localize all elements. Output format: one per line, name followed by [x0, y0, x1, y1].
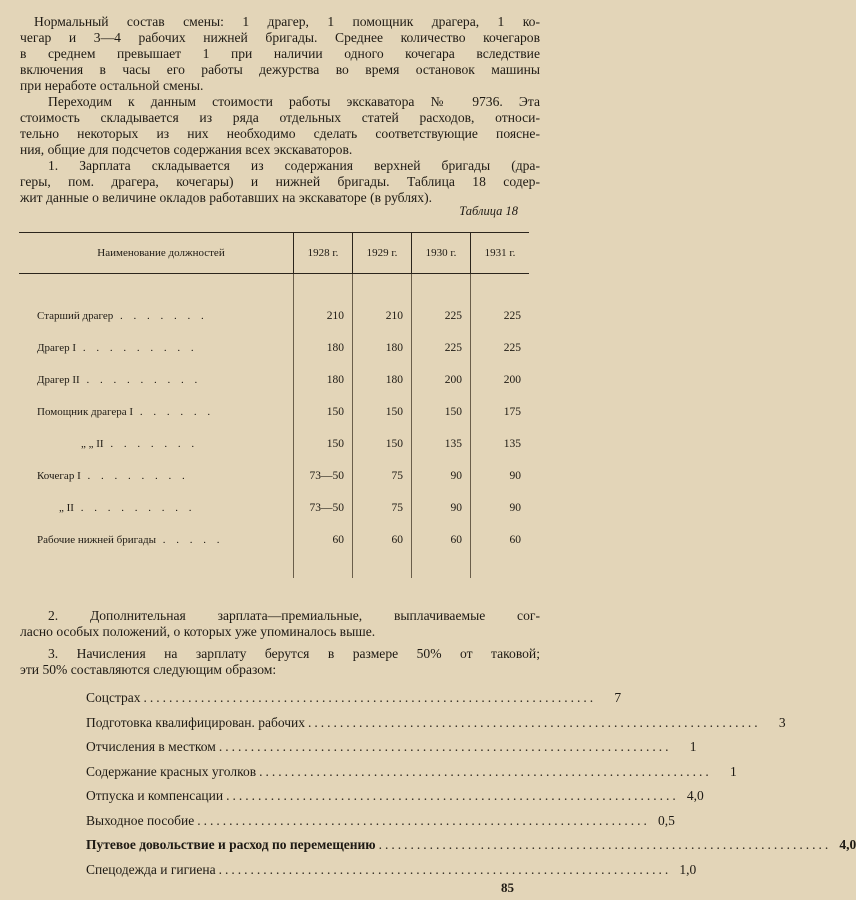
paragraph-accruals	[20, 646, 540, 678]
page-number: 85	[501, 880, 514, 895]
table-cell: 60	[412, 524, 471, 556]
table-header-row	[19, 233, 529, 274]
table-row	[19, 364, 529, 396]
table-cell: 73—50	[294, 460, 353, 492]
column-header-year: 1931 г.	[471, 233, 530, 274]
table-cell: 90	[412, 492, 471, 524]
row-label: Помощник драгера I . . . . . .	[37, 406, 215, 418]
list-item-name: Отчисления в местком	[86, 739, 216, 755]
list-item	[86, 833, 856, 858]
table-row	[19, 524, 529, 556]
column-header-year: 1929 г.	[353, 233, 412, 274]
text-line: включения в часы его работы дежурства во время остановок машины	[20, 62, 540, 77]
row-label: Рабочие нижней бригады . . . . .	[37, 534, 224, 546]
table-row	[19, 460, 529, 492]
table-cell: 180	[353, 364, 412, 396]
list-item	[86, 784, 704, 809]
column-header-year: 1930 г.	[412, 233, 471, 274]
table-spacer-row	[19, 274, 529, 301]
table-caption: Таблица 18	[459, 204, 518, 218]
list-item-value: 1	[689, 739, 697, 755]
list-item-name: Отпуска и компенсации	[86, 788, 224, 804]
table-cell: 150	[294, 428, 353, 460]
text-line: 2. Дополнительная зарплата—премиальные, выплачиваемые сог-	[48, 608, 540, 623]
list-item-value: 1	[729, 763, 737, 779]
text-line: геры, пом. драгера, кочегары) и нижней бригады. Таблица 18 содер-	[20, 174, 540, 189]
paragraph-cost-data	[20, 94, 540, 158]
table-cell: 225	[412, 332, 471, 364]
paragraph-shift-composition	[20, 14, 540, 94]
table-cell: 150	[294, 396, 353, 428]
list-item	[86, 760, 737, 785]
text-line: эти 50% составляются следующим образом:	[20, 662, 277, 677]
table-cell: 210	[353, 300, 412, 332]
list-item-value: 4,0	[839, 837, 856, 853]
row-label: Кочегар I . . . . . . . .	[37, 470, 189, 482]
row-label: Драгер II . . . . . . . . .	[37, 374, 202, 386]
row-label: Старший драгер . . . . . . .	[37, 310, 208, 322]
text-line: 3. Начисления на зарплату берутся в размере 50% от таковой;	[48, 646, 540, 661]
dot-leader: .......................................................................	[259, 763, 712, 779]
dot-leader: .......................................................................	[218, 861, 672, 877]
list-item	[86, 858, 697, 883]
table-cell: 180	[294, 364, 353, 396]
table-cell: 150	[353, 396, 412, 428]
list-item-name: Спецодежда и гигиена	[86, 861, 216, 877]
table-cell: 60	[353, 524, 412, 556]
table-cell: 60	[471, 524, 530, 556]
table-cell: 150	[412, 396, 471, 428]
table-row	[19, 428, 529, 460]
table-cell: 225	[471, 332, 530, 364]
table-spacer-row	[19, 556, 529, 578]
table-cell: 75	[353, 492, 412, 524]
table-row	[19, 396, 529, 428]
text-line: при неработе остальной смены.	[20, 78, 204, 93]
text-line: чегар и 3—4 рабочих нижней бригады. Среднее количество кочегаров	[20, 30, 540, 45]
table-row	[19, 492, 529, 524]
table-row	[19, 300, 529, 332]
row-label: „ II . . . . . . . . .	[59, 502, 196, 514]
table-cell: 180	[294, 332, 353, 364]
text-line: в среднем превышает 1 при наличии одного кочегара вследствие	[20, 46, 540, 61]
dot-leader: .......................................................................	[226, 788, 679, 804]
text-line: 1. Зарплата складывается из содержания верхней бригады (дра-	[48, 158, 540, 173]
text-line: ласно особых положений, о которых уже упоминалось выше.	[20, 624, 376, 639]
list-item-value: 0,5	[657, 812, 675, 828]
dot-leader: .......................................................................	[378, 837, 832, 853]
column-header-position: Наименование должностей	[19, 233, 294, 274]
table-cell: 73—50	[294, 492, 353, 524]
table-cell: 200	[471, 364, 530, 396]
table-row	[19, 332, 529, 364]
table-cell: 60	[294, 524, 353, 556]
text-line: ния, общие для подсчетов содержания всех экскаваторов.	[20, 142, 353, 157]
list-item	[86, 735, 697, 760]
text-line: тельно некоторых из них необходимо сделать соответствующие поясне-	[20, 126, 540, 141]
list-item-value: 3	[778, 714, 786, 730]
text-line: стоимость складывается из ряда отдельных статей расходов, относи-	[20, 110, 540, 125]
row-label: Драгер I . . . . . . . . .	[37, 342, 198, 354]
list-item-name: Содержание красных уголков	[86, 763, 257, 779]
table-cell: 90	[471, 460, 530, 492]
table-cell: 210	[294, 300, 353, 332]
table-cell: 150	[353, 428, 412, 460]
list-item	[86, 809, 675, 834]
table-cell: 75	[353, 460, 412, 492]
text-line: Переходим к данным стоимости работы экскаватора № 9736. Эта	[48, 94, 540, 109]
dot-leader: .......................................................................	[197, 812, 650, 828]
list-item-name: Подготовка квалифицирован. рабочих	[86, 714, 306, 730]
list-item-name: Путевое довольствие и расход по перемещению	[86, 837, 376, 853]
table-cell: 135	[471, 428, 530, 460]
list-item	[86, 686, 622, 711]
list-item-value: 1,0	[679, 861, 697, 877]
dot-leader: .......................................................................	[218, 739, 672, 755]
list-item-name: Соцстрах	[86, 690, 141, 706]
table-cell: 135	[412, 428, 471, 460]
text-line: Нормальный состав смены: 1 драгер, 1 помощник драгера, 1 ко-	[34, 14, 540, 29]
text-line: жит данные о величине окладов работавших на экскаваторе (в рублях).	[20, 190, 433, 205]
table-cell: 175	[471, 396, 530, 428]
table-cell: 180	[353, 332, 412, 364]
column-header-year: 1928 г.	[294, 233, 353, 274]
list-item	[86, 711, 786, 736]
accrual-list	[86, 686, 856, 882]
salary-table	[19, 232, 529, 578]
row-label: „ „ II . . . . . . .	[81, 438, 199, 450]
list-item-value: 7	[614, 690, 622, 706]
table-cell: 90	[412, 460, 471, 492]
table-cell: 225	[471, 300, 530, 332]
paragraph-additional-pay	[20, 608, 540, 640]
table-cell: 90	[471, 492, 530, 524]
dot-leader: .......................................................................	[143, 690, 597, 706]
list-item-value: 4,0	[686, 788, 704, 804]
table-cell: 200	[412, 364, 471, 396]
paragraph-salary	[20, 158, 540, 206]
table-cell: 225	[412, 300, 471, 332]
list-item-name: Выходное пособие	[86, 812, 195, 828]
dot-leader: .......................................................................	[308, 714, 761, 730]
